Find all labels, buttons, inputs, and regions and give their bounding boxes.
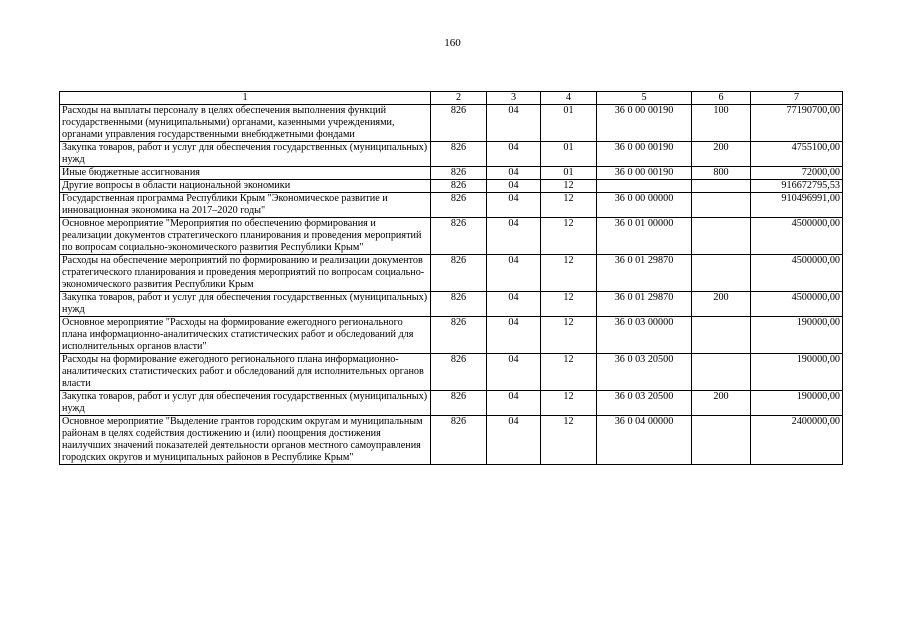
page-number: 160 (444, 37, 461, 49)
row-name: Государственная программа Республики Крым "Экономическое развитие и инновационная экономика на 2017–2020 годы" (60, 193, 431, 218)
row-target-article: 36 0 03 20500 (597, 391, 692, 416)
row-subsection: 12 (541, 391, 597, 416)
row-target-article: 36 0 03 00000 (597, 317, 692, 354)
table-header-row (60, 92, 843, 105)
row-amount: 4500000,00 (751, 292, 843, 317)
row-section: 04 (487, 391, 541, 416)
row-subsection: 12 (541, 317, 597, 354)
row-expense-type (692, 354, 751, 391)
row-amount: 190000,00 (751, 391, 843, 416)
row-subsection: 01 (541, 142, 597, 167)
row-amount: 190000,00 (751, 317, 843, 354)
row-section: 04 (487, 218, 541, 255)
row-amount: 916672795,53 (751, 180, 843, 193)
table-row (60, 391, 843, 416)
table-row (60, 167, 843, 180)
row-section: 04 (487, 255, 541, 292)
table-row (60, 317, 843, 354)
row-amount: 4500000,00 (751, 255, 843, 292)
row-name: Расходы на формирование ежегодного регионального плана информационно-аналитических статистических работ и обследований для исполнительных органов власти (60, 354, 431, 391)
row-target-article (597, 180, 692, 193)
row-expense-type (692, 416, 751, 465)
row-target-article: 36 0 01 00000 (597, 218, 692, 255)
row-grbs: 826 (431, 142, 487, 167)
row-subsection: 01 (541, 167, 597, 180)
row-section: 04 (487, 167, 541, 180)
row-expense-type: 200 (692, 391, 751, 416)
row-grbs: 826 (431, 105, 487, 142)
row-subsection: 12 (541, 218, 597, 255)
row-subsection: 12 (541, 416, 597, 465)
column-header-amount: 7 (751, 92, 843, 105)
column-header-target-article: 5 (597, 92, 692, 105)
row-subsection: 12 (541, 354, 597, 391)
row-target-article: 36 0 04 00000 (597, 416, 692, 465)
row-name: Закупка товаров, работ и услуг для обеспечения государственных (муниципальных) нужд (60, 292, 431, 317)
row-section: 04 (487, 292, 541, 317)
column-header-name: 1 (60, 92, 431, 105)
row-name: Закупка товаров, работ и услуг для обеспечения государственных (муниципальных) нужд (60, 142, 431, 167)
table-row (60, 416, 843, 465)
row-name: Другие вопросы в области национальной экономики (60, 180, 431, 193)
row-name: Иные бюджетные ассигнования (60, 167, 431, 180)
row-target-article: 36 0 00 00000 (597, 193, 692, 218)
row-grbs: 826 (431, 255, 487, 292)
column-header-expense-type: 6 (692, 92, 751, 105)
row-name: Расходы на выплаты персоналу в целях обеспечения выполнения функций государственными (муниципальными) органами, казенными учреждениями, органами управления государственными внебюджетными фондами (60, 105, 431, 142)
table-row (60, 193, 843, 218)
row-expense-type (692, 255, 751, 292)
row-amount: 72000,00 (751, 167, 843, 180)
row-name: Основное мероприятие "Мероприятия по обеспечению формирования и реализации документов стратегического планирования и проведения мероприятий по вопросам социально-экономического развития Республики Крым" (60, 218, 431, 255)
row-grbs: 826 (431, 167, 487, 180)
budget-table (59, 91, 843, 465)
table-row (60, 255, 843, 292)
row-grbs: 826 (431, 354, 487, 391)
row-grbs: 826 (431, 416, 487, 465)
row-grbs: 826 (431, 292, 487, 317)
row-name: Закупка товаров, работ и услуг для обеспечения государственных (муниципальных) нужд (60, 391, 431, 416)
row-section: 04 (487, 193, 541, 218)
row-amount: 4500000,00 (751, 218, 843, 255)
row-section: 04 (487, 416, 541, 465)
row-section: 04 (487, 180, 541, 193)
row-expense-type (692, 193, 751, 218)
row-grbs: 826 (431, 193, 487, 218)
row-grbs: 826 (431, 317, 487, 354)
table-row (60, 292, 843, 317)
row-subsection: 12 (541, 255, 597, 292)
row-name: Основное мероприятие "Расходы на формирование ежегодного регионального плана информационно-аналитических статистических работ и обследований для исполнительных органов власти" (60, 317, 431, 354)
column-header-grbs: 2 (431, 92, 487, 105)
row-expense-type (692, 317, 751, 354)
row-expense-type: 100 (692, 105, 751, 142)
row-grbs: 826 (431, 218, 487, 255)
row-amount: 190000,00 (751, 354, 843, 391)
row-expense-type: 200 (692, 292, 751, 317)
row-grbs: 826 (431, 180, 487, 193)
row-amount: 2400000,00 (751, 416, 843, 465)
row-subsection: 12 (541, 193, 597, 218)
row-target-article: 36 0 00 00190 (597, 167, 692, 180)
row-name: Расходы на обеспечение мероприятий по формированию и реализации документов стратегического планирования и проведения мероприятий по вопросам социально-экономического развития Республики Крым (60, 255, 431, 292)
row-target-article: 36 0 00 00190 (597, 142, 692, 167)
row-subsection: 01 (541, 105, 597, 142)
row-expense-type (692, 218, 751, 255)
table-row (60, 142, 843, 167)
table-row (60, 105, 843, 142)
column-header-subsection: 4 (541, 92, 597, 105)
column-header-section: 3 (487, 92, 541, 105)
row-grbs: 826 (431, 391, 487, 416)
row-target-article: 36 0 00 00190 (597, 105, 692, 142)
row-expense-type: 800 (692, 167, 751, 180)
row-amount: 4755100,00 (751, 142, 843, 167)
row-section: 04 (487, 354, 541, 391)
row-target-article: 36 0 01 29870 (597, 255, 692, 292)
row-subsection: 12 (541, 180, 597, 193)
table-row (60, 180, 843, 193)
row-amount: 77190700,00 (751, 105, 843, 142)
row-amount: 910496991,00 (751, 193, 843, 218)
table-row (60, 354, 843, 391)
row-section: 04 (487, 142, 541, 167)
row-target-article: 36 0 03 20500 (597, 354, 692, 391)
row-expense-type (692, 180, 751, 193)
table-row (60, 218, 843, 255)
row-target-article: 36 0 01 29870 (597, 292, 692, 317)
row-expense-type: 200 (692, 142, 751, 167)
row-subsection: 12 (541, 292, 597, 317)
row-section: 04 (487, 105, 541, 142)
row-section: 04 (487, 317, 541, 354)
row-name: Основное мероприятие "Выделение грантов городским округам и муниципальным районам в целях содействия достижению и (или) поощрения достижения наилучших значений показателей деятельности органов местного самоуправления городских округов и муниципальных районов в Республике Крым" (60, 416, 431, 465)
